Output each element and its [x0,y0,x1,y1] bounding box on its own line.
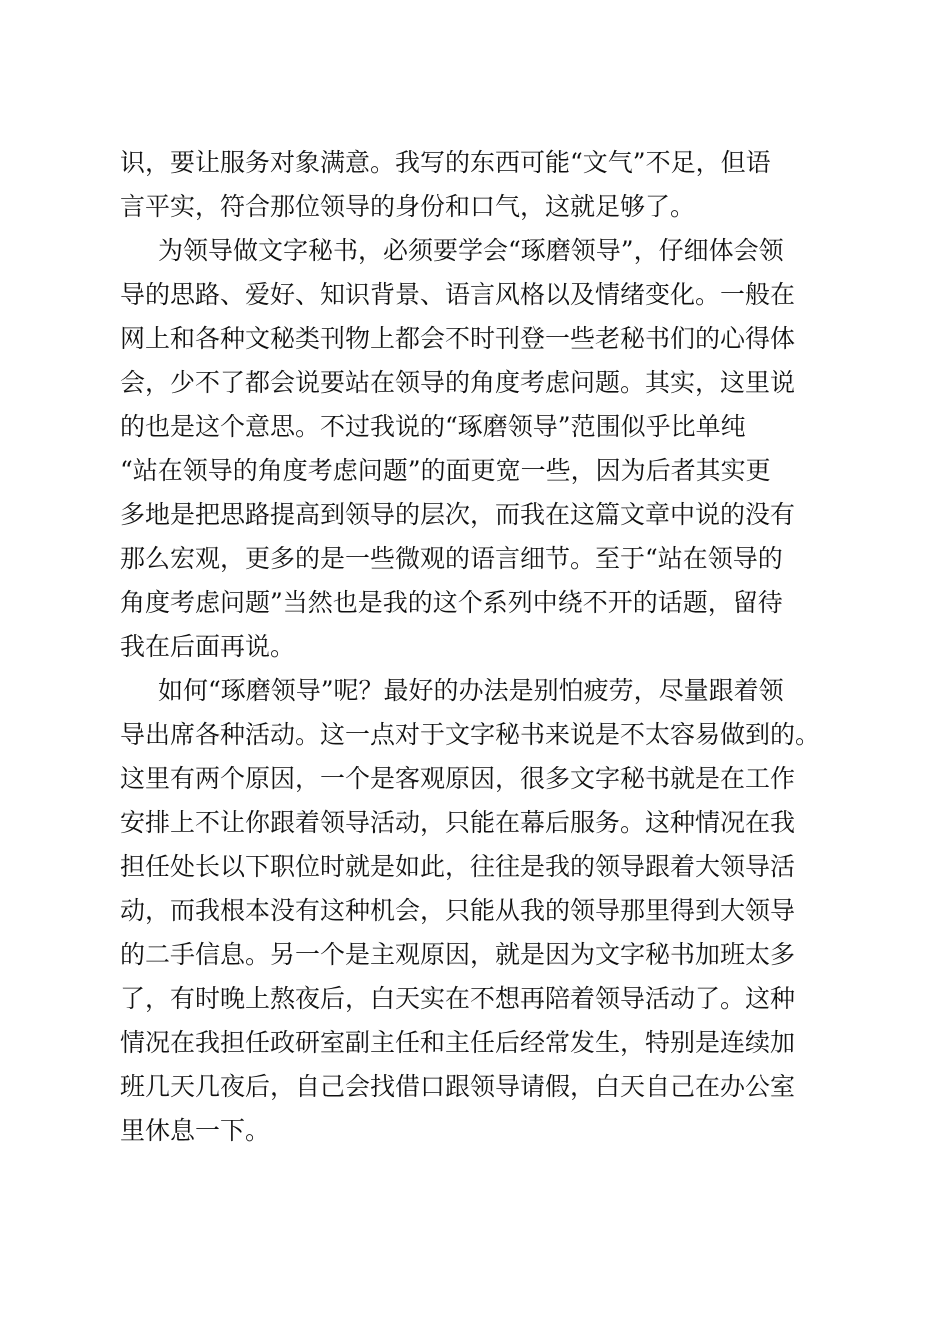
paragraph-3-line-5: 担任处长以下职位时就是如此，往往是我的领导跟着大领导活 [120,852,796,881]
paragraph-2-line-5: 的也是这个意思。不过我说的“琢磨领导”范围似乎比单纯 [120,412,746,441]
paragraph-3-line-3: 这里有两个原因，一个是客观原因，很多文字秘书就是在工作 [120,764,796,793]
paragraph-1-line-1: 识，要让服务对象满意。我写的东西可能“文气”不足，但语 [120,148,771,177]
paragraph-2-line-10: 我在后面再说。 [120,632,296,661]
paragraph-3-line-7: 的二手信息。另一个是主观原因，就是因为文字秘书加班太多 [120,940,796,969]
paragraph-3-line-4: 安排上不让你跟着领导活动，只能在幕后服务。这种情况在我 [120,808,796,837]
paragraph-3-line-10: 班几天几夜后，自己会找借口跟领导请假，白天自己在办公室 [120,1072,796,1101]
paragraph-2-line-2: 导的思路、爱好、知识背景、语言风格以及情绪变化。一般在 [120,280,796,309]
paragraph-2-line-6: “站在领导的角度考虑问题”的面更宽一些，因为后者其实更 [120,456,771,485]
paragraph-2-line-4: 会，少不了都会说要站在领导的角度考虑问题。其实，这里说 [120,368,796,397]
paragraph-2-line-8: 那么宏观，更多的是一些微观的语言细节。至于“站在领导的 [120,544,783,573]
paragraph-3-line-6: 动，而我根本没有这种机会，只能从我的领导那里得到大领导 [120,896,796,925]
paragraph-2-line-9: 角度考虑问题”当然也是我的这个系列中绕不开的话题，留待 [120,588,783,617]
paragraph-3-line-9: 情况在我担任政研室副主任和主任后经常发生，特别是连续加 [120,1028,796,1057]
paragraph-3-line-2: 导出席各种活动。这一点对于文字秘书来说是不太容易做到的。 [120,720,821,749]
paragraph-1-line-2: 言平实，符合那位领导的身份和口气，这就足够了。 [120,192,696,221]
paragraph-2-line-7: 多地是把思路提高到领导的层次，而我在这篇文章中说的没有 [120,500,796,529]
paragraph-3-line-11: 里休息一下。 [120,1116,271,1145]
paragraph-2-line-1: 为领导做文字秘书，必须要学会“琢磨领导”，仔细体会领 [158,236,784,265]
paragraph-3-line-1: 如何“琢磨领导”呢？最好的办法是别怕疲劳，尽量跟着领 [158,676,784,705]
paragraph-2-line-3: 网上和各种文秘类刊物上都会不时刊登一些老秘书们的心得体 [120,324,796,353]
paragraph-3-line-8: 了，有时晚上熬夜后，白天实在不想再陪着领导活动了。这种 [120,984,796,1013]
